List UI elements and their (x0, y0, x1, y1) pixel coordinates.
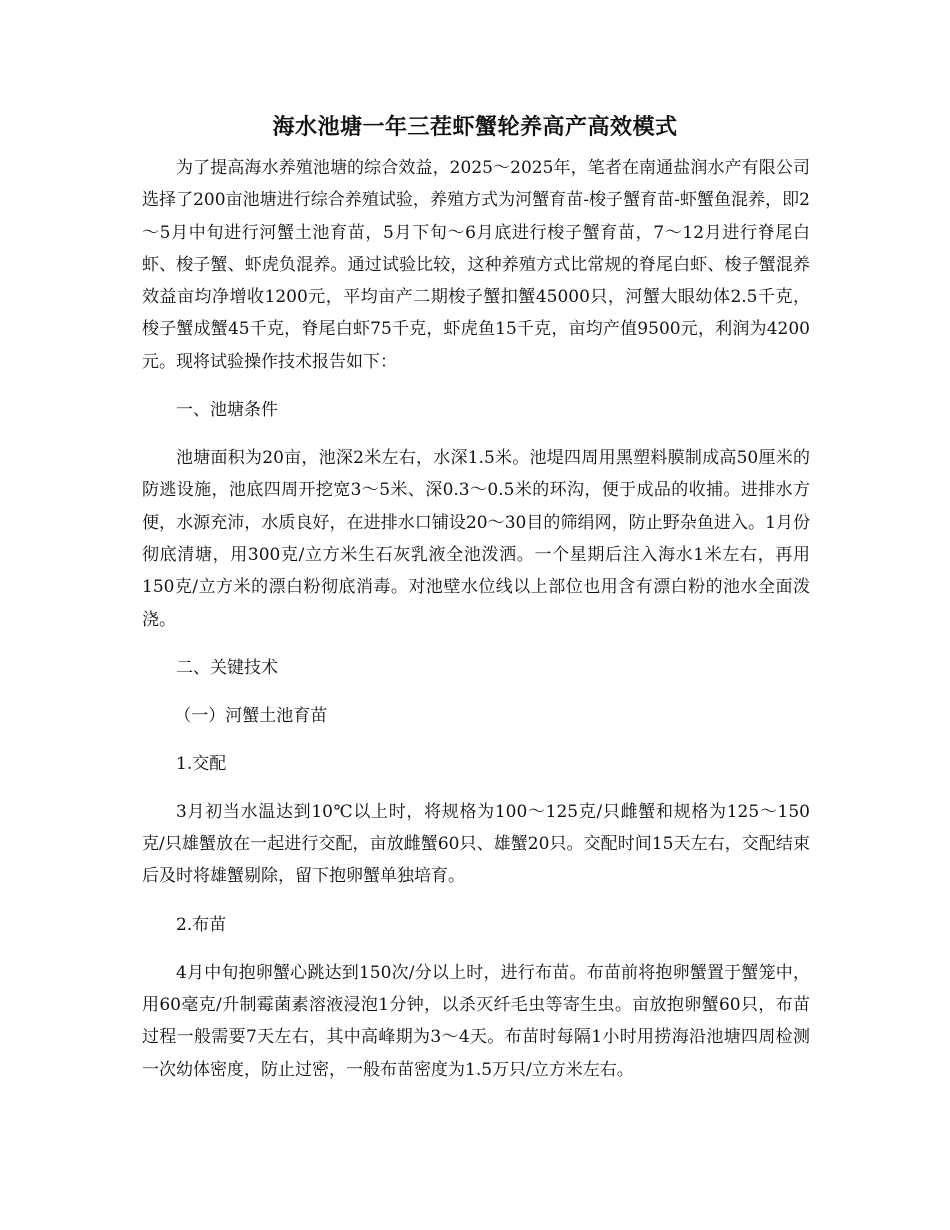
document-body (142, 152, 810, 1086)
document-title: 海水池塘一年三茬虾蟹轮养高产高效模式 (272, 114, 678, 140)
pond-conditions-paragraph: 池塘面积为20亩，池深2米左右，水深1.5米。池堤四周用黑塑料膜制成高50厘米的防逃设施，池底四周开挖宽3～5米、深0.3～0.5米的环沟，便于成品的收捕。进排水方便，水源充沛，水质良好，在进排水口铺设20～30目的筛绢网，防止野杂鱼进入。1月份彻底清塘，用300克/立方米生石灰乳液全池泼洒。一个星期后注入海水1米左右，再用150克/立方米的漂白粉彻底消毒。对池壁水位线以上部位也用含有漂白粉的池水全面泼浇。 (142, 448, 810, 630)
item-heading-mating: 1.交配 (176, 753, 227, 774)
item-heading-seeding: 2.布苗 (176, 914, 227, 935)
section-heading-key-techniques: 二、关键技术 (176, 657, 278, 678)
intro-paragraph: 为了提高海水养殖池塘的综合效益，2025～2025年，笔者在南通盐润水产有限公司选择了200亩池塘进行综合养殖试验，养殖方式为河蟹育苗-梭子蟹育苗-虾蟹鱼混养，即2～5月中旬进行河蟹土池育苗，5月下旬～6月底进行梭子蟹育苗，7～12月进行脊尾白虾、梭子蟹、虾虎负混养。通过试验比较，这种养殖方式比常规的脊尾白虾、梭子蟹混养效益亩均净增收1200元，平均亩产二期梭子蟹扣蟹45000只，河蟹大眼幼体2.5千克，梭子蟹成蟹45千克，脊尾白虾75千克，虾虎鱼15千克，亩均产值9500元，利润为4200元。现将试验操作技术报告如下： (142, 158, 810, 372)
mating-paragraph: 3月初当水温达到10℃以上时，将规格为100～125克/只雌蟹和规格为125～150克/只雄蟹放在一起进行交配，亩放雌蟹60只、雄蟹20只。交配时间15天左右，交配结束后及时将雄蟹剔除，留下抱卵蟹单独培育。 (142, 801, 810, 887)
subsection-heading-crab-nursery: （一）河蟹土池育苗 (174, 705, 328, 726)
seeding-paragraph: 4月中旬抱卵蟹心跳达到150次/分以上时，进行布苗。布苗前将抱卵蟹置于蟹笼中，用60毫克/升制霉菌素溶液浸泡1分钟，以杀灭纤毛虫等寄生虫。亩放抱卵蟹60只，布苗过程一般需要7天左右，其中高峰期为3～4天。布苗时每隔1小时用捞海沿池塘四周检测一次幼体密度，防止过密，一般布苗密度为1.5万只/立方米左右。 (142, 962, 810, 1080)
section-heading-pond-conditions: 一、池塘条件 (176, 400, 278, 421)
